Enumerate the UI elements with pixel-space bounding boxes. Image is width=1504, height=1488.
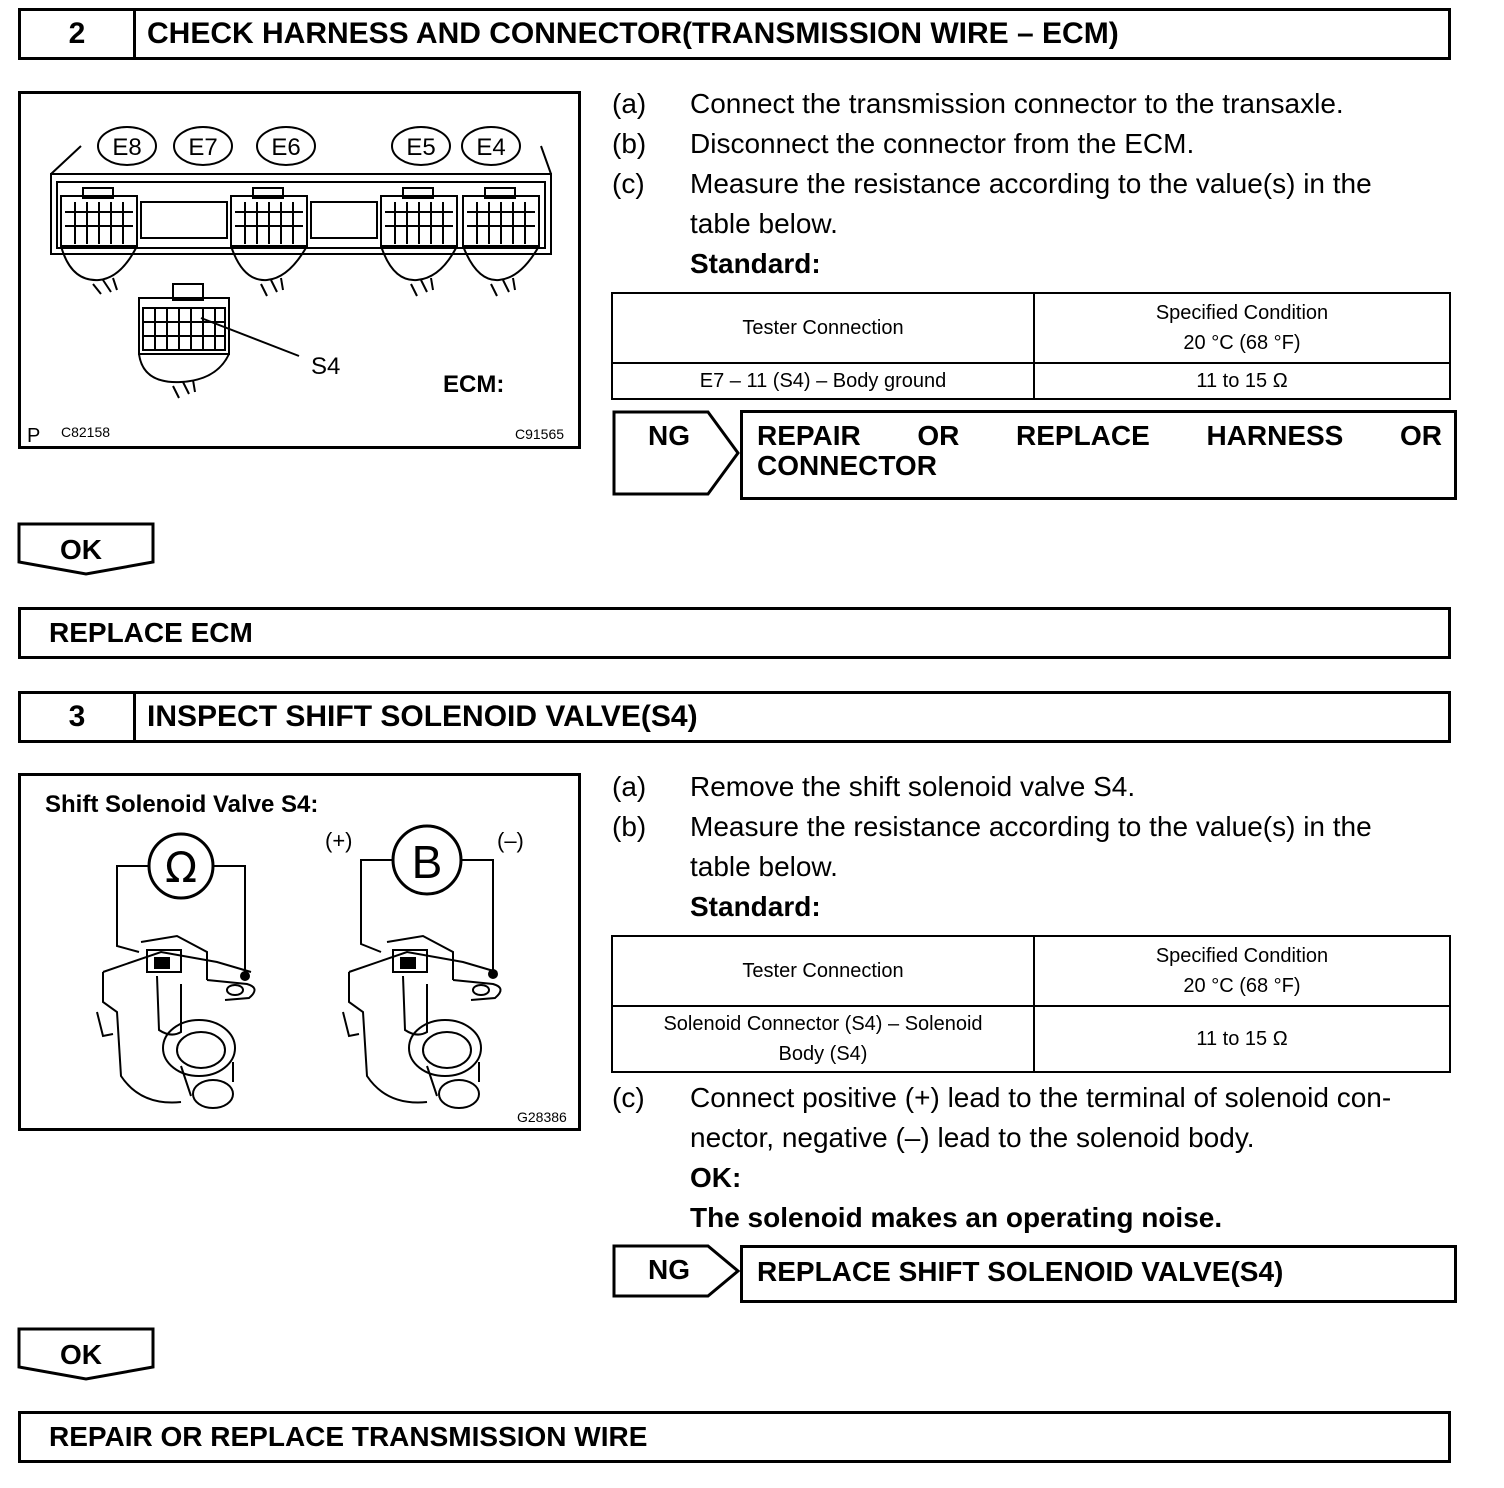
step2-number: 2: [21, 11, 136, 57]
ohm-meter-icon: Ω: [164, 843, 198, 892]
step2-ng-result: REPAIR OR REPLACE HARNESS OR CONNECTOR: [740, 410, 1457, 500]
step2-table-row-right: 11 to 15 Ω: [1034, 363, 1450, 399]
step3-table-header-left: Tester Connection: [612, 936, 1034, 1006]
connector-label-e4: E4: [476, 134, 506, 161]
step2-instructions: (a) Connect the transmission connector to the transaxle. (b) Disconnect the connector from the ECM. (c) Measure the resistance according to the value(s) in the table below. Standard:: [612, 84, 1454, 284]
figure-p-label: P: [27, 425, 41, 446]
step2-table-header-right: Specified Condition 20 °C (68 °F): [1034, 293, 1450, 363]
step2-ng-label: NG: [648, 420, 690, 451]
ecm-label: ECM:: [443, 371, 505, 398]
step2-ok-label: OK: [60, 534, 102, 565]
solenoid-figure: [18, 773, 581, 1131]
step2-title: CHECK HARNESS AND CONNECTOR(TRANSMISSION WIRE – ECM): [147, 17, 1119, 50]
battery-icon: B: [411, 836, 443, 888]
step2-instruction-c-line2: table below.: [690, 208, 838, 239]
connector-label-e5: E5: [406, 134, 436, 161]
step3-spec-table: [611, 935, 1451, 1073]
step3-standard-label: Standard:: [690, 891, 821, 922]
step3-ok-condition-label: OK:: [690, 1162, 742, 1193]
step3-table-row-left: Solenoid Connector (S4) – Solenoid Body (S4): [612, 1006, 1034, 1072]
step3-header: [18, 691, 1451, 743]
step2-table-header-left: Tester Connection: [612, 293, 1034, 363]
solenoid-figure-code: G28386: [517, 1109, 567, 1125]
step3-number: 3: [21, 694, 136, 740]
step3-instruction-b-line2: table below.: [690, 851, 838, 882]
step2-header: [18, 8, 1451, 60]
step3-ng-label: NG: [648, 1254, 690, 1285]
step2-ok-result: REPLACE ECM: [18, 607, 1451, 659]
step3-ok-result: REPAIR OR REPLACE TRANSMISSION WIRE: [18, 1411, 1451, 1463]
step3-title: INSPECT SHIFT SOLENOID VALVE(S4): [147, 700, 698, 733]
figure-code-right: C91565: [515, 426, 565, 442]
ecm-connector-figure: [18, 91, 581, 449]
step3-instruction-c-line2: nector, negative (–) lead to the solenoid body.: [690, 1122, 1255, 1153]
step2-spec-table: [611, 292, 1451, 400]
step3-ng-result: REPLACE SHIFT SOLENOID VALVE(S4): [740, 1245, 1457, 1303]
ecm-connector-illustration: [21, 94, 578, 446]
solenoid-figure-title: Shift Solenoid Valve S4:: [45, 791, 319, 818]
step3-ok-label: OK: [60, 1339, 102, 1370]
connector-label-e6: E6: [271, 134, 301, 161]
solenoid-illustration: [21, 776, 578, 1128]
s4-label: S4: [311, 353, 341, 380]
connector-label-e8: E8: [112, 134, 142, 161]
step3-ok-condition-text: The solenoid makes an operating noise.: [690, 1202, 1223, 1233]
figure-code-left: C82158: [61, 424, 111, 440]
step2-table-row-left: E7 – 11 (S4) – Body ground: [612, 363, 1034, 399]
positive-lead-label: (+): [325, 828, 353, 853]
step2-standard-label: Standard:: [690, 248, 821, 279]
step3-table-row-right: 11 to 15 Ω: [1034, 1006, 1450, 1072]
negative-lead-label: (–): [497, 828, 524, 853]
step3-instructions-top: (a) Remove the shift solenoid valve S4. (b) Measure the resistance according to the value(s) in the table below. Standard:: [612, 767, 1454, 927]
step3-table-header-right: Specified Condition 20 °C (68 °F): [1034, 936, 1450, 1006]
connector-label-e7: E7: [188, 134, 218, 161]
step3-instructions-bottom: (c) Connect positive (+) lead to the terminal of solenoid con- nector, negative (–) lead to the solenoid body. OK: The solenoid makes an operating noise.: [612, 1078, 1454, 1238]
